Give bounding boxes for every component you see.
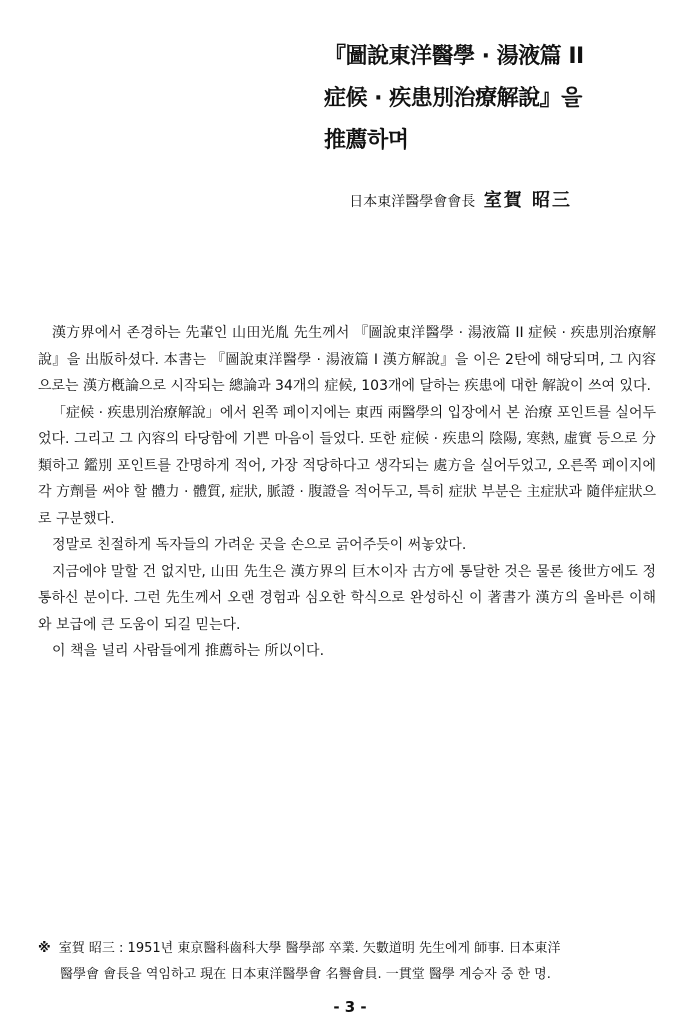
footnote-line-1: 室賀 昭三 : 1951년 東京醫科齒科大學 醫學部 卒業. 矢數道明 先生에게 師事. 日本東洋 xyxy=(58,941,561,956)
footnote-line-2: 醫學會 會長을 역임하고 現在 日本東洋醫學會 名譽會員. 一貫堂 醫學 계승자 중 한 명. xyxy=(60,967,551,982)
title-line-1: 『圖說東洋醫學 · 湯液篇 II xyxy=(324,44,584,69)
title-line-3: 推薦하며 xyxy=(324,128,409,153)
body-text xyxy=(38,320,656,665)
paragraph-3: 정말로 친절하게 독자들의 가려운 곳을 손으로 긁어주듯이 써놓았다. xyxy=(52,537,467,553)
page-number: - 3 - xyxy=(333,998,367,1016)
author-signature xyxy=(349,186,572,212)
author-footnote xyxy=(38,936,658,988)
paragraph-2: 「症候 · 疾患別治療解說」에서 왼쪽 페이지에는 東西 兩醫學의 입장에서 본 治療 포인트를 실어두었다. 그리고 그 內容의 타당함에 기쁜 마음이 들었다. 또한 症候 · 疾患의 陰陽, 寒熱, 虛實 등으로 分類하고 鑑別 포인트를 간명하게 적어, 가장 적당하다고 생각되는 處方을 실어두었고, 오른쪽 페이지에 각 方劑를 써야 할 體力 · 體質, 症狀, 脈證 · 腹證을 적어두고, 특히 症狀 부분은 主症狀과 隨伴症狀으로 구분했다. xyxy=(38,404,656,527)
document-title xyxy=(324,36,684,162)
paragraph-1: 漢方界에서 존경하는 先輩인 山田光胤 先生께서 『圖說東洋醫學 · 湯液篇 II 症候 · 疾患別治療解說』을 出版하셨다. 本書는 『圖說東洋醫學 · 湯液篇 I 漢方解說』을 이은 2탄에 해당되며, 그 內容으로는 漢方槪論으로 시작되는 總論과 34개의 症候, 103개에 달하는 疾患에 대한 解說이 쓰여 있다. xyxy=(38,325,656,394)
paragraph-4: 지금에야 말할 건 없지만, 山田 先生은 漢方界의 巨木이자 古方에 통달한 것은 물론 後世方에도 정통하신 분이다. 그런 先生께서 오랜 경험과 심오한 학식으로 완성하신 이 著書가 漢方의 올바른 이해와 보급에 큰 도움이 되길 믿는다. xyxy=(38,563,656,633)
author-position: 日本東洋醫學會會長 xyxy=(349,194,476,210)
paragraph-5: 이 책을 널리 사람들에게 推薦하는 所以이다. xyxy=(52,643,325,659)
reference-mark-icon: ※ xyxy=(38,941,51,956)
title-line-2: 症候 · 疾患別治療解說』을 xyxy=(324,86,582,111)
author-name: 室賀 昭三 xyxy=(483,190,572,211)
